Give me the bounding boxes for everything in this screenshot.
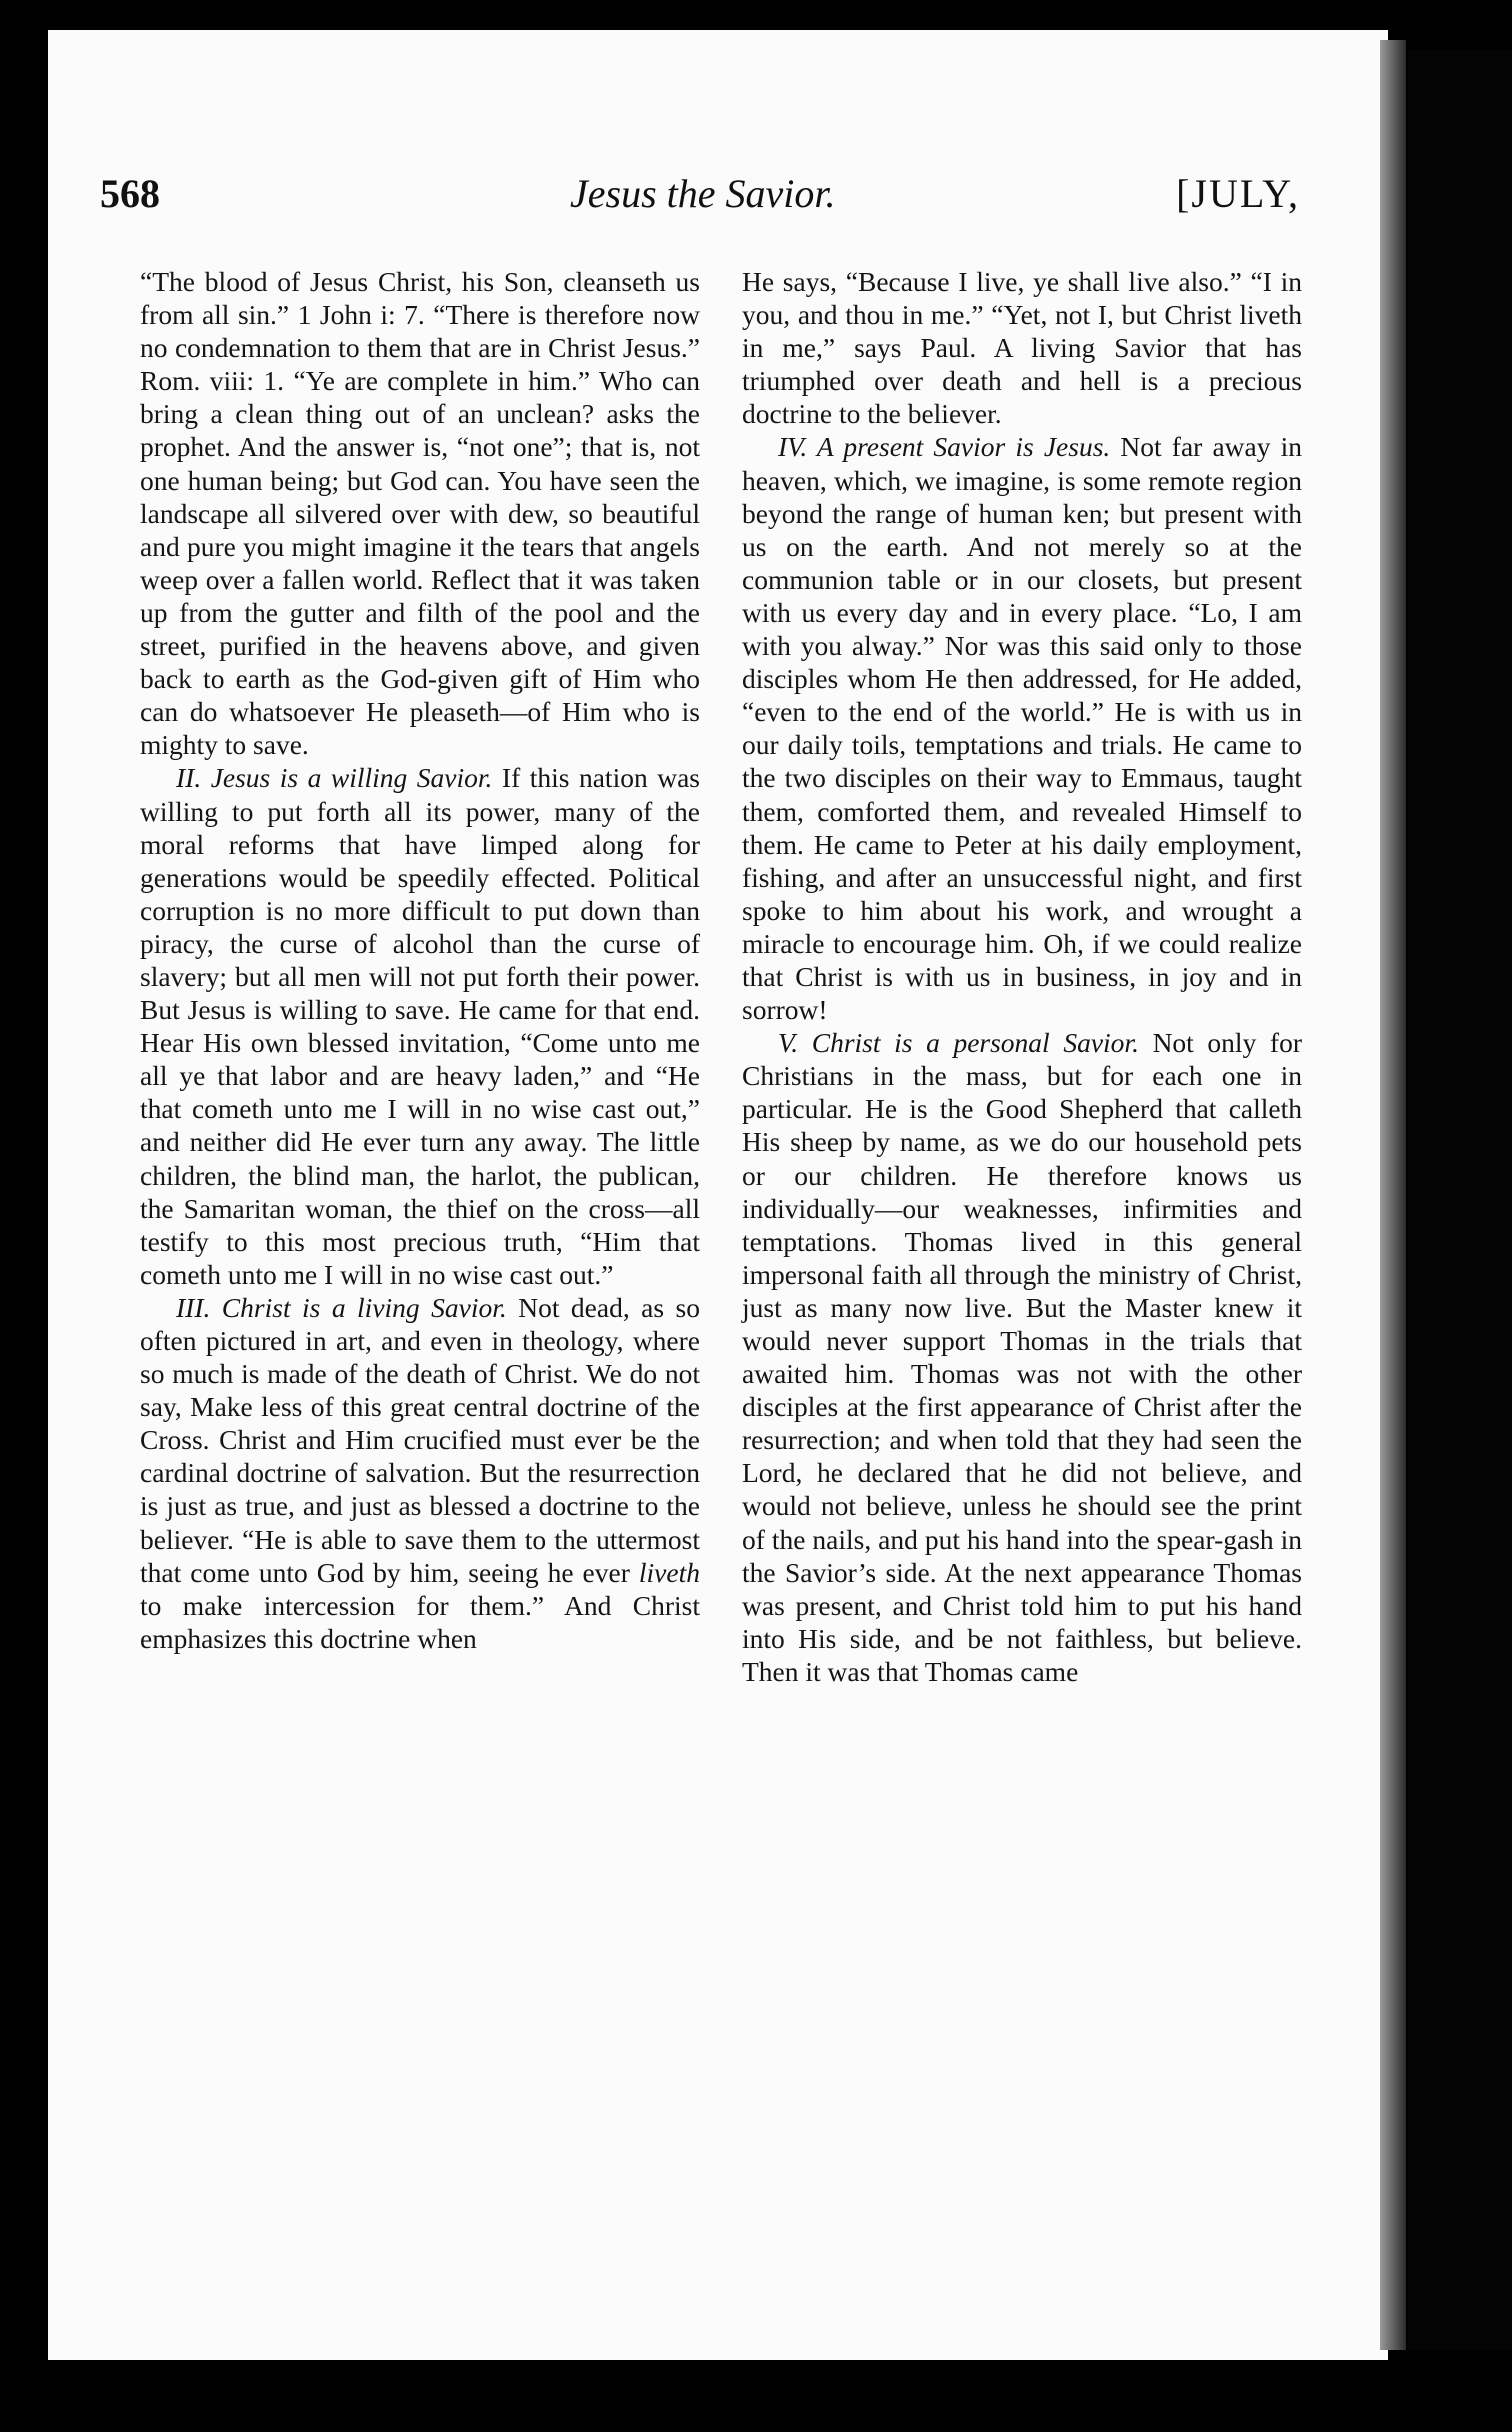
section-heading-willing-savior: II. Jesus is a willing Savior.: [176, 762, 493, 794]
header-month: [JULY,: [1176, 171, 1300, 216]
left-column: [140, 265, 700, 1655]
section-heading-present-savior: IV. A present Savior is Jesus.: [778, 431, 1111, 463]
page-number: 568: [100, 171, 160, 216]
paragraph-text: Not far away in heaven, which, we imagine, is some remote region beyond the range of human ken; but present with us on the earth. And not merely so at the communion table or in our closets, but present with us every day and in every place. “Lo, I am with you alway.” Nor was this said only to those disciples whom He then addressed, for He added, “even to the end of the world.” He is with us in our daily toils, temptations and trials. He came to the two disciples on their way to Emmaus, taught them, comforted them, and revealed Himself to them. He came to Peter at his daily employment, fishing, and after an unsuccessful night, and first spoke to him about his work, and wrought a miracle to encourage him. Oh, if we could realize that Christ is with us in business, in joy and in sorrow!: [742, 431, 1302, 1026]
paragraph-text: Not only for Christians in the mass, but for each one in particular. He is the Good Shepherd that calleth His sheep by name, as we do our household pets or our children. He therefore knows us individually—our weaknesses, infirmities and temptations. Thomas lived in this general impersonal faith all through the ministry of Christ, just as many now live. But the Master knew it would never support Thomas in the trials that awaited him. Thomas was not with the other disciples at the first appearance of Christ after the resurrection; and when told that they had seen the Lord, he declared that he did not believe, and would not believe, unless he should see the print of the nails, and put his hand into the spear-gash in the Savior’s side. At the next appearance Thomas was present, and Christ told him to put his hand into His side, and be not faithless, but believe. Then it was that Thomas came: [742, 1027, 1302, 1687]
paragraph-text: If this nation was willing to put forth all its power, many of the moral reforms that have limped along for generations would be speedily effected. Political corruption is no more difficult to put down than piracy, the curse of alcohol than the curse of slavery; but all men will not put forth their power. But Jesus is willing to save. He came for that end. Hear His own blessed invitation, “Come unto me all ye that labor and are heavy laden,” and “He that cometh unto me I will in no wise cast out,” and neither did He ever turn any away. The little children, the blind man, the harlot, the publican, the Samaritan woman, the thief on the cross—all testify to this most precious truth, “Him that cometh unto me I will in no wise cast out.”: [140, 762, 700, 1290]
paragraph-living-savior: [140, 1291, 700, 1655]
section-heading-personal-savior: V. Christ is a personal Savior.: [778, 1027, 1139, 1059]
section-heading-living-savior: III. Christ is a living Savior.: [176, 1291, 507, 1323]
paragraph-present-savior: [742, 430, 1302, 1026]
running-header: [100, 170, 1300, 230]
paragraph-text: to make intercession for them.” And Christ emphasizes this doctrine when: [140, 1589, 700, 1654]
running-title: Jesus the Savior.: [570, 171, 836, 216]
emphasis-liveth: liveth: [638, 1556, 700, 1588]
paragraph-personal-savior: [742, 1026, 1302, 1688]
paragraph-text: Not dead, as so often pictured in art, and even in theology, where so much is made of the death of Christ. We do not say, Make less of this great central doctrine of the Cross. Christ and Him crucified must ever be the cardinal doctrine of salvation. But the resurrection is just as true, and just as blessed a doctrine to the believer. “He is able to save them to the uttermost that come unto God by him, seeing he ever: [140, 1291, 700, 1588]
adjacent-page-edge: [1408, 50, 1512, 2350]
paragraph-willing-savior: [140, 761, 700, 1291]
right-column: [742, 265, 1302, 1688]
paragraph-because-i-live: He says, “Because I live, ye shall live also.” “I in you, and thou in me.” “Yet, not I, but Christ liveth in me,” says Paul. A living Savior that has triumphed over death and hell is a precious doctrine to the believer.: [742, 266, 1302, 430]
paragraph-blood-of-jesus: “The blood of Jesus Christ, his Son, cleanseth us from all sin.” 1 John i: 7. “There is therefore now no condemnation to them that are in Christ Jesus.” Rom. viii: 1. “Ye are complete in him.” Who can bring a clean thing out of an unclean? asks the prophet. And the answer is, “not one”; that is, not one human being; but God can. You have seen the landscape all silvered over with dew, so beautiful and pure you might imagine it the tears that angels weep over a fallen world. Reflect that it was taken up from the gutter and filth of the pool and the street, purified in the heavens above, and given back to earth as the God-given gift of Him who can do whatsoever He pleaseth—of Him who is mighty to save.: [140, 266, 700, 761]
page-gutter-shadow: [1380, 40, 1406, 2350]
